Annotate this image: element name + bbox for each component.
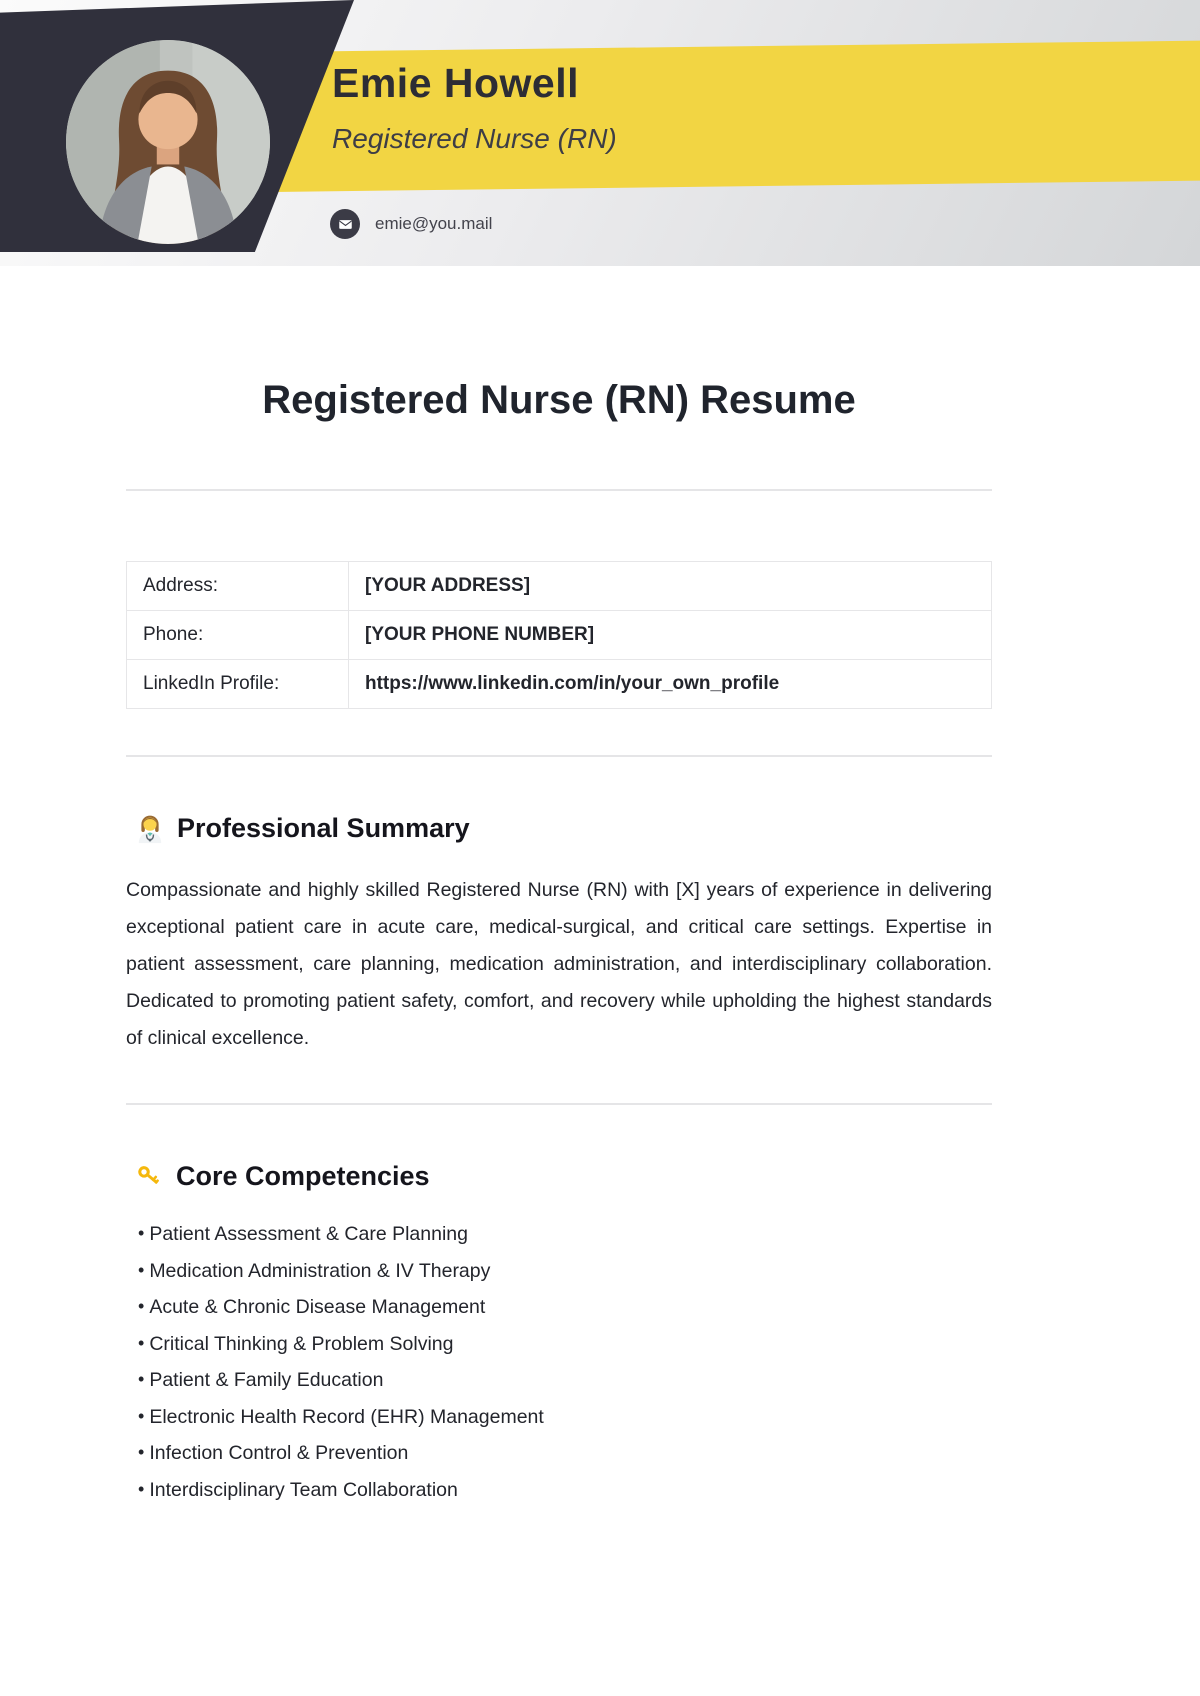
contact-value-phone: [YOUR PHONE NUMBER] xyxy=(349,611,992,660)
list-item: • Medication Administration & IV Therapy xyxy=(138,1253,992,1290)
table-row xyxy=(127,611,992,660)
table-row xyxy=(127,562,992,611)
page-title: Registered Nurse (RN) Resume xyxy=(262,378,856,422)
competency-list xyxy=(126,1216,992,1508)
list-item: • Infection Control & Prevention xyxy=(138,1435,992,1472)
list-item: • Patient Assessment & Care Planning xyxy=(138,1216,992,1253)
contact-value-address: [YOUR ADDRESS] xyxy=(349,562,992,611)
contact-label-phone: Phone: xyxy=(127,611,349,660)
section-heading-competencies xyxy=(126,1161,992,1192)
person-role: Registered Nurse (RN) xyxy=(332,123,617,154)
contact-label-address: Address: xyxy=(127,562,349,611)
woman-health-worker-icon xyxy=(136,813,164,844)
divider xyxy=(126,489,992,491)
list-item: • Electronic Health Record (EHR) Management xyxy=(138,1399,992,1436)
list-item: • Patient & Family Education xyxy=(138,1362,992,1399)
professional-summary-text: Compassionate and highly skilled Registered Nurse (RN) with [X] years of experience in delivering exceptional patient care in acute care, medical-surgical, and critical care settings. Expertise in patient assessment, care planning, medication administration, and interdisciplinary collaboration. Dedicated to promoting patient safety, comfort, and recovery while upholding the highest standards of clinical excellence. xyxy=(126,879,992,1049)
list-item: • Acute & Chronic Disease Management xyxy=(138,1289,992,1326)
resume-body xyxy=(126,378,992,1508)
email-row xyxy=(330,209,492,239)
list-item: • Interdisciplinary Team Collaboration xyxy=(138,1472,992,1509)
contact-value-linkedin: https://www.linkedin.com/in/your_own_profile xyxy=(349,660,992,709)
table-row xyxy=(127,660,992,709)
envelope-icon xyxy=(330,209,360,239)
key-icon xyxy=(136,1163,163,1190)
contact-label-linkedin: LinkedIn Profile: xyxy=(127,660,349,709)
resume-header xyxy=(0,0,1200,266)
section-heading-label: Core Competencies xyxy=(176,1161,430,1191)
section-heading-summary xyxy=(126,813,992,844)
avatar-illustration xyxy=(66,40,270,244)
divider xyxy=(126,1103,992,1105)
email-address: emie@you.mail xyxy=(375,214,493,233)
divider xyxy=(126,755,992,757)
section-heading-label: Professional Summary xyxy=(177,813,470,843)
person-name: Emie Howell xyxy=(332,60,580,106)
list-item: • Critical Thinking & Problem Solving xyxy=(138,1326,992,1363)
contact-table xyxy=(126,561,992,709)
profile-photo xyxy=(66,40,270,244)
